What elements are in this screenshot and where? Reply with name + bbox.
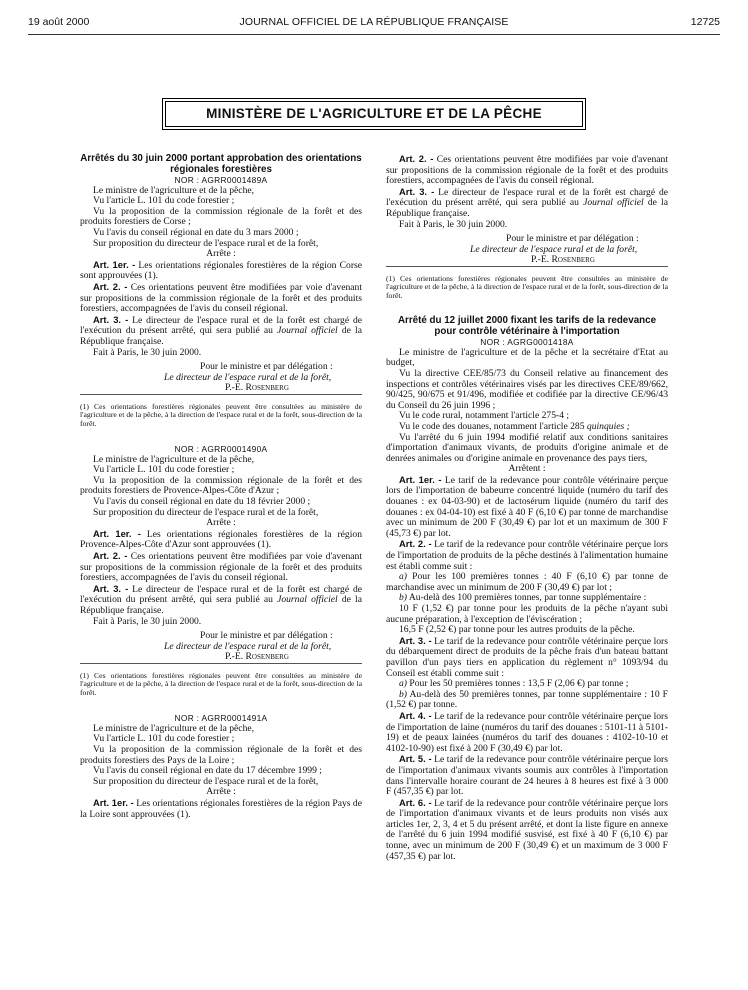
article-item [386,690,668,711]
header-rule [28,34,720,35]
item-letter: a) [399,678,407,690]
signature-block [80,631,362,663]
article [80,798,362,820]
signatory-name: P.-E. Rosenberg [225,651,289,663]
visa: Le ministre de l'agriculture et de la pêche, [93,453,255,465]
article [80,584,362,617]
journal-title: JOURNAL OFFICIEL DE LA RÉPUBLIQUE FRANÇAISE [239,16,509,28]
article [386,154,668,187]
article-text: Ces orientations peuvent être modifiées par voie d'avenant sur propositions de la commission régionale de la forêt et des produits forestiers, accompagnées de l'avis du conseil régional. [80,281,363,315]
article-label: Art. 3. - [93,582,129,594]
visa: Sur proposition du directeur de l'espace rural et de la forêt, [93,237,319,249]
visa: Vu l'article L. 101 du code forestier ; [93,733,235,745]
article-label: Art. 2. - [399,538,432,550]
article-text: Les orientations régionales forestières de la région Provence-Alpes-Côte d'Azur sont approuvées (1). [80,528,362,551]
visa: Sur proposition du directeur de l'espace rural et de la forêt, [93,775,319,787]
article-text: Ces orientations peuvent être modifiées par voie d'avenant sur propositions de la commission régionale de la forêt et des produits forestiers, accompagnées de l'avis du conseil régional. [80,551,363,584]
fait-line: Fait à Paris, le 30 juin 2000. [93,346,202,358]
nor-reference: NOR : AGRR0001490A [174,444,268,455]
article-label: Art. 2. - [399,153,434,164]
article [386,187,668,220]
article [386,539,668,572]
article-label: Art. 1er. - [93,258,136,270]
article-text: Les orientations régionales forestières de la région Corse sont approuvées (1). [80,259,363,282]
decree-title: Arrêté du 12 juillet 2000 fixant les tarifs de la redevance pour contrôle vétérinaire à l'importation [397,315,657,337]
article-label: Art. 1er. - [93,527,141,539]
article-text: Le directeur de l'espace rural et de la forêt est chargé de l'exécution du présent arrêté, qui sera publié au [80,314,363,337]
visa: Vu l'arrêté du 6 juin 1994 modifié relatif aux conditions sanitaires d'importation d'animaux vivants, de produits d'origine animale et de denrées animales ou d'origine animale en provenance des pays tiers, [386,431,668,464]
article-label: Art. 3. - [399,185,435,197]
ministry-banner: MINISTÈRE DE L'AGRICULTURE ET DE LA PÊCHE [165,101,583,127]
article-label: Art. 1er. - [93,796,134,808]
nor-reference: NOR : AGRR0001489A [174,175,268,185]
visa: Vu l'avis du conseil régional en date du 3 mars 2000 ; [93,226,299,238]
article-item [386,572,668,593]
nor-reference: NOR : AGRG0001418A [480,337,574,348]
article-text: Le tarif de la redevance pour contrôle vétérinaire perçue lors du débarquement direct de produits de la pêche frais d'un bateau battant pavillon d'un pays tiers en application du règlement n° 1093/94 du Conseil est établi comme suit : [386,635,668,679]
visa: Vu le code rural, notamment l'article 275-4 ; [399,410,570,422]
article-label: Art. 3. - [399,634,432,646]
left-column [80,154,362,820]
journal-ref: Journal officiel [277,325,338,337]
article-label: Art. 5. - [399,753,432,765]
visa: Vu l'avis du conseil régional en date du 18 février 2000 ; [93,496,311,508]
signature-title: Le directeur de l'espace rural et de la forêt, [470,243,638,255]
visa: Vu la proposition de la commission régionale de la forêt et des produits forestiers de Provence-Alpes-Côte d'Azur ; [80,474,362,497]
article [386,636,668,679]
visa: Sur proposition du directeur de l'espace rural et de la forêt, [93,506,319,518]
journal-ref: Journal officiel [583,197,644,209]
article-label: Art. 2. - [93,280,128,292]
article-text: de la République française. [80,325,362,347]
visa [386,422,668,433]
article-label: Art. 4. - [399,709,432,721]
page-number: 12725 [690,16,720,28]
article-label: Art. 3. - [93,313,129,325]
item-letter: a) [399,571,407,583]
signature-line: Pour le ministre et par délégation : [200,361,333,373]
article-subitem: 16,5 F (2,52 €) par tonne pour les autres produits de la pêche. [399,624,635,636]
article-text: Les orientations régionales forestières de la région Pays de la Loire sont approuvées (1). [80,797,362,820]
item-text: Pour les 100 premières tonnes : 40 F (6,10 €) par tonne de marchandise avec un minimum de 200 F (30,49 €) par lot ; [386,571,668,593]
article-label: Art. 6. - [399,796,432,808]
article [80,282,362,315]
right-column [386,154,668,862]
article [80,315,362,348]
visa: Vu l'avis du conseil régional en date du 17 décembre 1999 ; [93,765,322,777]
visa: Le ministre de l'agriculture et de la pêche, [93,722,255,734]
article [386,754,668,797]
article [386,475,668,540]
arrete-label: Arrêtent : [508,463,546,475]
article-text: Le tarif de la redevance pour contrôle vétérinaire perçue lors de l'importation d'animaux vivants soumis aux contrôles à l'importation dans l'intervalle horaire courant de 24 heures à 8 heures est fixé à 3 000 F (457,35 €) par lot. [386,754,668,798]
article-subitem: 10 F (1,52 €) par tonne pour les produits de la pêche n'ayant subi aucune préparation, à l'exception de l'éviscération ; [386,603,668,625]
article [80,260,362,282]
article-text: Ces orientations peuvent être modifiées par voie d'avenant sur propositions de la commission régionale de la forêt et des produits forestiers, accompagnées de l'avis du conseil régional. [386,154,669,187]
visa: Vu la directive CEE/85/73 du Conseil relative au financement des inspections et contrôles vétérinaires visés par les directives CEE/89/662, 90/425, 90/675 et 91/496, modifiée et codifiée par la directive CE/96/43 du Conseil du 26 juin 1996 ; [386,367,668,411]
visa: Vu l'article L. 101 du code forestier ; [93,195,235,207]
signature-block [386,234,668,266]
header-date: 19 août 2000 [28,16,90,28]
article-text: de la République française. [80,594,362,616]
footnote: (1) Ces orientations forestières régionales peuvent être consultées au ministère de l'agriculture et de la pêche, à la direction de l'espace rural et de la forêt, sous-direction de la forêt. [80,663,362,697]
item-letter: b) [399,688,407,700]
visa: Le ministre de l'agriculture et de la pêche, [93,184,255,196]
signatory-name: P.-E. Rosenberg [225,382,289,394]
signature-line: Pour le ministre et par délégation : [506,233,639,245]
article [386,711,668,754]
article-text: Le directeur de l'espace rural et de la forêt est chargé de l'exécution du présent arrêté, qui sera publié au [386,186,669,209]
visa: Le ministre de l'agriculture et de la pêche et la secrétaire d'Etat au budget, [386,346,668,369]
article [80,529,362,551]
decree-title: Arrêtés du 30 juin 2000 portant approbation des orientations régionales forestières [80,153,362,175]
article [386,798,668,863]
item-text: Au-delà des 50 premières tonnes, par tonne supplémentaire : 10 F (1,52 €) par tonne. [386,688,668,711]
article-text: Le tarif de la redevance pour contrôle vétérinaire perçue lors de l'importation de laine (numéros du tarif des douanes : 5101-11 à 5101-19) et de peaux lainées (numéros du tarif des douanes : 4102-10-10 et 4102-10-90) est fixé à 200 F (30,49 €) par lot. [386,710,668,754]
visa: Vu la proposition de la commission régionale de la forêt et des produits forestiers des Pays de la Loire ; [80,743,362,766]
signature-block [80,362,362,394]
visa-text: Vu le code des douanes, notamment l'article 285 [399,420,585,432]
signatory-name: P.-E. Rosenberg [531,254,595,266]
article-text: de la République française. [386,197,668,219]
arrete-label: Arrête : [206,517,236,529]
article-label: Art. 1er. - [399,473,442,485]
page-header [0,12,748,32]
footnote: (1) Ces orientations forestières régionales peuvent être consultées au ministère de l'agriculture et de la pêche, à la direction de l'espace rural et de la forêt, sous-direction de la forêt. [386,266,668,300]
signature-line: Pour le ministre et par délégation : [200,630,333,642]
item-text: Pour les 50 premières tonnes : 13,5 F (2,06 €) par tonne ; [409,678,629,690]
visa: Vu la proposition de la commission régionale de la forêt et des produits forestiers de Corse ; [80,205,362,228]
visa-italic: quinquies ; [586,420,630,432]
article-text: Le directeur de l'espace rural et de la forêt est chargé de l'exécution du présent arrêté, qui sera publié au [80,583,363,606]
journal-ref: Journal officiel [277,594,338,606]
article-text: Le tarif de la redevance pour contrôle vétérinaire perçue lors de l'importation de babeurre concentré liquide (numéro du tarif des douanes : ex 04-03-90) et de lactosérum liquide (numéro du tarif des douanes : ex 04-04-10) est fixé à 40 F (6,10 €) par tonne de marchandise avec un minimum de 200 F (30,49 €) par lot et un maximum de 300 F (45,73 €) par lot. [386,474,668,539]
nor-reference: NOR : AGRR0001491A [174,713,268,724]
arrete-label: Arrête : [206,248,236,260]
fait-line: Fait à Paris, le 30 juin 2000. [399,218,508,230]
article-label: Art. 2. - [93,550,128,562]
article-text: Le tarif de la redevance pour contrôle vétérinaire perçue lors de l'importation d'animaux vivants et de leurs produits non visés aux articles 1er, 2, 3, 4 et 5 du présent arrêté, et dont la liste figure en annexe de l'arrêté du 6 juin 1994 modifié susvisé, est fixé à 40 F (6,10 €) par tonne, avec un minimum de 200 F (30,49 €) et un maximum de 3 000 F (457,35 €) par lot. [386,797,668,862]
article [80,551,362,584]
visa: Vu l'article L. 101 du code forestier ; [93,464,235,476]
item-text: Au-delà des 100 premières tonnes, par tonne supplémentaire : [408,592,647,604]
footnote: (1) Ces orientations forestières régionales peuvent être consultées au ministère de l'agriculture et de la pêche, à la direction de l'espace rural et de la forêt, sous-direction de la forêt. [80,394,362,428]
item-letter: b) [399,592,407,604]
article-text: Le tarif de la redevance pour contrôle vétérinaire perçue lors de l'importation de produits de la pêche destinés à l'alimentation humaine est établi comme suit : [386,539,668,572]
signature-title: Le directeur de l'espace rural et de la forêt, [164,640,332,652]
arrete-label: Arrête : [206,786,236,798]
signature-title: Le directeur de l'espace rural et de la forêt, [164,371,332,383]
fait-line: Fait à Paris, le 30 juin 2000. [93,615,202,627]
